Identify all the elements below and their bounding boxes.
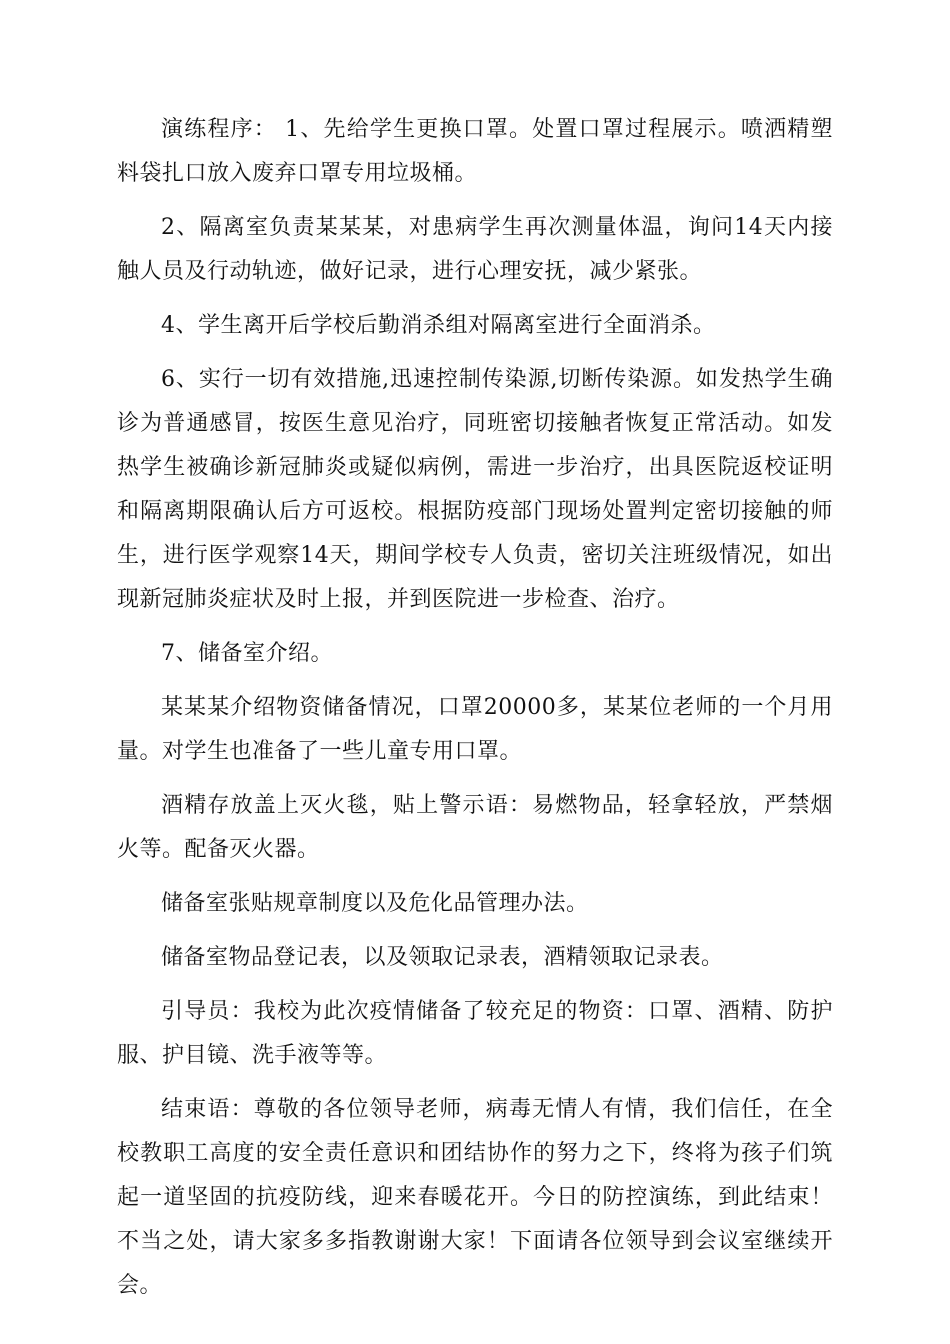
paragraph-storage-intro: 7、储备室介绍。 (161, 641, 333, 666)
paragraph-closing: 结束语：尊敬的各位领导老师，病毒无情人有情，我们信任，在全校教职工高度的安全责任意识和团结协作的努力之下，终将为孩子们筑起一道坚固的抗疫防线，迎来春暖花开。今日的防控演练，到此结束！不当之处，请大家多多指教谢谢大家！下面请各位领导到会议室继续开会。 (117, 1097, 833, 1298)
paragraph-supplies: 某某某介绍物资储备情况，口罩20000多，某某位老师的一个月用量。对学生也准备了一些儿童专用口罩。 (117, 695, 833, 764)
paragraph-regulations: 储备室张贴规章制度以及危化品管理办法。 (161, 891, 589, 916)
paragraph-registration-forms: 储备室物品登记表，以及领取记录表，酒精领取记录表。 (161, 945, 724, 970)
paragraph-alcohol-storage: 酒精存放盖上灭火毯，贴上警示语：易燃物品，轻拿轻放，严禁烟火等。配备灭火器。 (117, 793, 833, 862)
paragraph-isolation-room: 2、隔离室负责某某某，对患病学生再次测量体温，询问14天内接触人员及行动轨迹，做好记录，进行心理安抚，减少紧张。 (117, 215, 833, 284)
paragraph-control-measures: 6、实行一切有效措施,迅速控制传染源,切断传染源。如发热学生确诊为普通感冒，按医生意见治疗，同班密切接触者恢复正常活动。如发热学生被确诊新冠肺炎或疑似病例，需进一步治疗，出具医院返校证明和隔离期限确认后方可返校。根据防疫部门现场处置判定密切接触的师生，进行医学观察14天，期间学校专人负责，密切关注班级情况，如出现新冠肺炎症状及时上报，并到医院进一步检查、治疗。 (117, 367, 833, 612)
paragraph-drill-procedure: 演练程序： 1、先给学生更换口罩。处置口罩过程展示。喷洒精塑料袋扎口放入废弃口罩专用垃圾桶。 (117, 117, 833, 186)
paragraph-disinfection: 4、学生离开后学校后勤消杀组对隔离室进行全面消杀。 (161, 313, 716, 338)
paragraph-guide: 引导员：我校为此次疫情储备了较充足的物资：口罩、酒精、防护服、护目镜、洗手液等等。 (117, 999, 833, 1068)
document-body (117, 108, 833, 1318)
